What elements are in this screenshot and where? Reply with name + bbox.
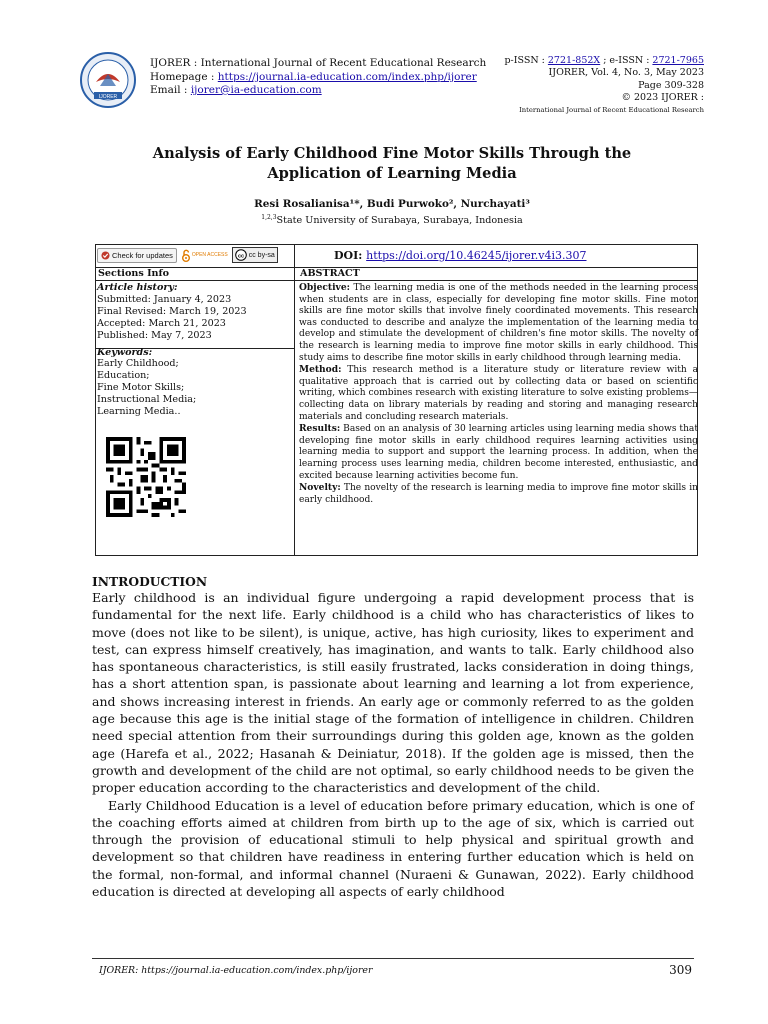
title-line-2: Application of Learning Media: [267, 164, 517, 182]
page-number: 309: [669, 963, 692, 977]
history-item: Submitted: January 4, 2023: [97, 293, 232, 305]
keyword-item: Learning Media..: [97, 406, 181, 418]
authors: Resi Rosalianisa¹*, Budi Purwoko², Nurchayati³: [254, 198, 530, 210]
issn-block: [504, 55, 704, 116]
footer-rule: [92, 958, 694, 959]
open-lock-icon: [181, 249, 191, 262]
open-access-badge: [181, 249, 228, 262]
footer-url: IJORER: https://journal.ia-education.com/index.php/ijorer: [99, 965, 373, 976]
journal-full-name: International Journal of Recent Educational Research: [519, 106, 704, 115]
method-text: This research method is a literature study or literature review with a qualitative approach that is carried out by collecting data or based on scientific writing, which combines research with existing literature to solve existing problems—collecting data on library materials by reading and storing and managing research materials and concluding research materials.: [299, 365, 698, 422]
check-icon: [101, 251, 110, 260]
qr-code[interactable]: [103, 437, 189, 517]
novelty-text: The novelty of the research is learning media to improve fine motor skills in early childhood.: [299, 483, 698, 505]
table-bottom-rule: [95, 555, 698, 556]
cc-license-badge[interactable]: [232, 247, 278, 263]
pissn-link[interactable]: 2721-852X: [547, 55, 601, 66]
page-range: Page 309-328: [638, 79, 704, 91]
table-mid-border: [294, 244, 295, 556]
method-label: Method:: [299, 364, 342, 376]
paragraph: Early childhood is an individual figure undergoing a rapid development process that is fundamental for the next life. Early childhood is a child who has characteristics of likes to move (does not like to be silent), is unique, active, has high curiosity, likes to experiment and test, can express himself creatively, has imagination, and wants to talk. Early childhood also has spontaneous characteristics, is still easily frustrated, lacks consideration in doing things, has a short attention span, is passionate about learning and learning a lot from experience, and shows increasing interest in friends. An early age or commonly referred to as the golden age because this age is the initial stage of the formation of intelligence in children. Children need special attention from their surroundings during this golden age, known as the golden age (Harefa et al., 2022; Hasanah & Deiniatur, 2018). If the golden age is missed, then the growth and development of the child are not optimal, so early childhood needs to be given the proper education according to the characteristics and development of the child.: [92, 590, 694, 796]
email-link[interactable]: ijorer@ia-education.com: [190, 84, 322, 96]
doi-line: [334, 249, 587, 262]
issn-line: [504, 55, 704, 67]
keyword-item: Fine Motor Skills;: [97, 382, 185, 394]
results-text: Based on an analysis of 30 learning articles using learning media shows that developing fine motor skills in early childhood requires learning activities using learning media to support and support the learning process. In addition, when the learning process uses learning media, children become interested, enthusiastic, and excited because learning activities become fun.: [299, 424, 698, 481]
email-label: Email :: [150, 84, 191, 96]
keyword-item: Instructional Media;: [97, 394, 197, 406]
history-item: Final Revised: March 19, 2023: [97, 305, 247, 317]
doi-label: DOI:: [334, 249, 367, 262]
objective-label: Objective:: [299, 282, 350, 293]
check-updates-badge[interactable]: [97, 248, 177, 263]
article-title: [92, 144, 692, 183]
body-text: [92, 589, 694, 900]
abstract-text: [299, 282, 698, 506]
homepage-link[interactable]: https://journal.ia-education.com/index.php/ijorer: [217, 70, 477, 83]
homepage-line: [150, 71, 486, 85]
copyright: © 2023 IJORER :: [621, 91, 704, 103]
check-updates-label: Check for updates: [112, 250, 173, 260]
title-line-1: Analysis of Early Childhood Fine Motor Skills Through the: [152, 145, 632, 162]
history-item: Published: May 7, 2023: [97, 329, 212, 341]
open-access-label: OPEN ACCESS: [191, 252, 228, 258]
paragraph: Early Childhood Education is a level of education before primary education, which is one of the coaching efforts aimed at children from birth up to the age of six, which is carried out through the provision of educational stimuli to help physical and spiritual growth and development so that children have readiness in entering further education which is held on the formal, non-formal, and informal channel (Nuraeni & Gunawan, 2022). Early childhood education is directed at developing all aspects of early childhood: [92, 797, 694, 900]
table-left-border: [95, 244, 96, 556]
table-header-rule: [95, 267, 698, 268]
history-item: Accepted: March 21, 2023: [97, 317, 226, 329]
eissn-link[interactable]: 2721-7965: [652, 55, 704, 66]
cc-label: cc by-sa: [248, 251, 275, 259]
keywords-label: Keywords:: [97, 346, 153, 358]
affiliation-sup: 1,2,3: [261, 214, 277, 221]
homepage-label: Homepage :: [150, 70, 218, 83]
doi-link[interactable]: https://doi.org/10.46245/ijorer.v4i3.307: [366, 249, 587, 262]
journal-info: [150, 57, 486, 98]
keyword-item: Early Childhood;: [97, 358, 179, 370]
sections-info: [97, 282, 293, 418]
section-heading: INTRODUCTION: [92, 574, 208, 589]
badges: [97, 245, 295, 265]
journal-name: IJORER : International Journal of Recent Educational Research: [150, 57, 487, 69]
eissn-label: ; e-ISSN :: [600, 55, 653, 66]
keyword-item: Education;: [97, 370, 150, 382]
email-line: [150, 84, 486, 98]
objective-text: The learning media is one of the methods needed in the learning process when students are in class, especially for developing fine motor skills. Fine motor skills are fine motor skills that involve finely coordinated movements. This research was conducted to describe and analyze the implementation of the learning media to develop and stimulate the development of children's fine motor skills. The novelty of the research is learning media to improve fine motor skills in early childhood. This study aims to describe fine motor skills in early childhood through learning media.: [299, 283, 698, 363]
logo-text: IJORER: [98, 94, 118, 100]
table-subheader-rule: [95, 280, 698, 281]
novelty-label: Novelty:: [299, 482, 341, 494]
pissn-label: p-ISSN :: [504, 55, 548, 66]
results-label: Results:: [299, 423, 341, 435]
volume-info: IJORER, Vol. 4, No. 3, May 2023: [548, 67, 704, 79]
svg-text:cc: cc: [237, 253, 244, 260]
affiliation-text: State University of Surabaya, Surabaya, Indonesia: [276, 215, 523, 227]
sections-info-heading: Sections Info: [98, 268, 170, 279]
history-label: Article history:: [97, 282, 178, 293]
cc-icon: [235, 249, 247, 261]
abstract-heading: ABSTRACT: [300, 268, 360, 279]
journal-logo: [78, 52, 138, 108]
affiliation: [92, 214, 692, 226]
